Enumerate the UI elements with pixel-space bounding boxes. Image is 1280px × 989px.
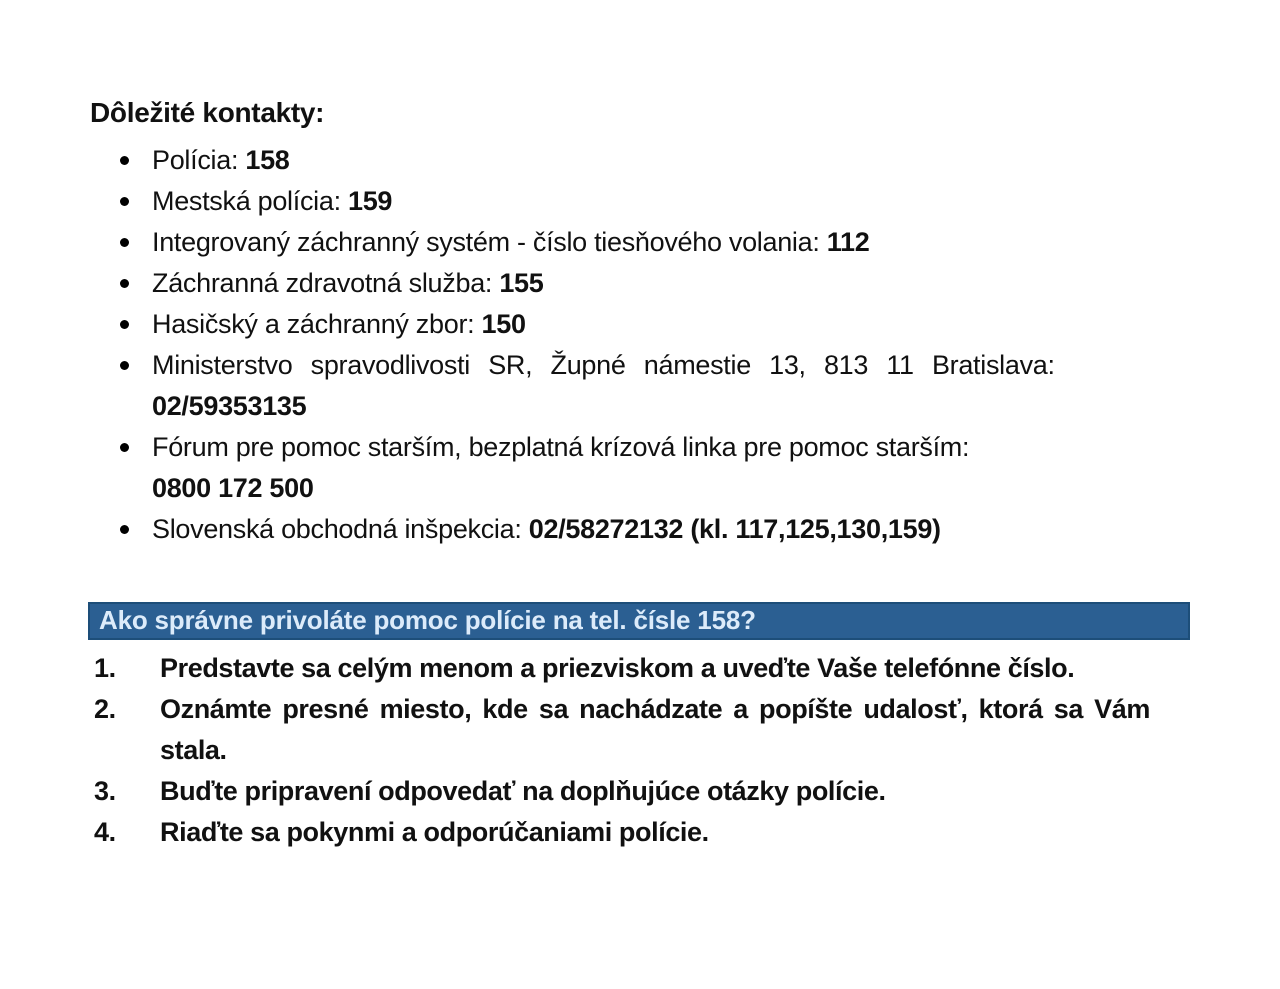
contact-item xyxy=(152,140,1192,181)
contact-item xyxy=(152,181,1192,222)
step-item xyxy=(90,689,1192,771)
step-text: Buďte pripravení odpovedať na doplňujúce otázky polície. xyxy=(160,776,886,806)
contact-value: 155 xyxy=(499,268,544,298)
step-number: 1. xyxy=(94,653,116,683)
contact-value: 158 xyxy=(245,145,290,175)
step-item xyxy=(90,771,1192,812)
contact-item xyxy=(152,263,1192,304)
step-text-continued: stala. xyxy=(160,735,227,765)
contact-value: 112 xyxy=(826,227,870,257)
step-text: Riaďte sa pokynmi a odporúčaniami polície. xyxy=(160,817,709,847)
contact-item xyxy=(152,345,1192,427)
contact-label: Hasičský a záchranný zbor: xyxy=(152,309,475,339)
contact-item xyxy=(152,222,1192,263)
contact-label: Záchranná zdravotná služba: xyxy=(152,268,493,298)
step-item xyxy=(90,648,1192,689)
contact-item xyxy=(152,304,1192,345)
contacts-list xyxy=(90,140,1192,550)
contact-label: Mestská polícia: xyxy=(152,186,341,216)
contact-label: Ministerstvo spravodlivosti SR, Župné námestie 13, 813 11 Bratislava: xyxy=(152,350,1055,380)
step-number: 4. xyxy=(94,817,116,847)
section-header-bar xyxy=(88,602,1190,640)
contact-label: Integrovaný záchranný systém - číslo tiesňového volania: xyxy=(152,227,820,257)
step-number: 3. xyxy=(94,776,116,806)
contact-value: 0800 172 500 xyxy=(152,473,314,503)
contact-value: 159 xyxy=(347,186,393,216)
contact-value: 150 xyxy=(481,309,526,339)
contact-value: 02/59353135 xyxy=(152,391,307,421)
contact-label: Fórum pre pomoc starším, bezplatná krízová linka pre pomoc starším: xyxy=(152,432,970,462)
contact-value: 02/58272132 (kl. 117,125,130,159) xyxy=(528,514,941,544)
step-number: 2. xyxy=(94,694,116,724)
step-text: Oznámte presné miesto, kde sa nachádzate a popíšte udalosť, ktorá sa Vám xyxy=(160,694,1150,724)
contact-item xyxy=(152,427,1192,509)
section-header-title: Ako správne privoláte pomoc polície na tel. čísle 158? xyxy=(99,605,756,635)
contact-label: Polícia: xyxy=(152,145,239,175)
contact-label: Slovenská obchodná inšpekcia: xyxy=(152,514,522,544)
document-content xyxy=(90,96,1192,853)
steps-list xyxy=(90,648,1192,853)
step-text: Predstavte sa celým menom a priezviskom a uveďte Vaše telefónne číslo. xyxy=(160,653,1075,683)
contact-item xyxy=(152,509,1192,550)
step-item xyxy=(90,812,1192,853)
contacts-heading: Dôležité kontakty: xyxy=(90,97,325,128)
